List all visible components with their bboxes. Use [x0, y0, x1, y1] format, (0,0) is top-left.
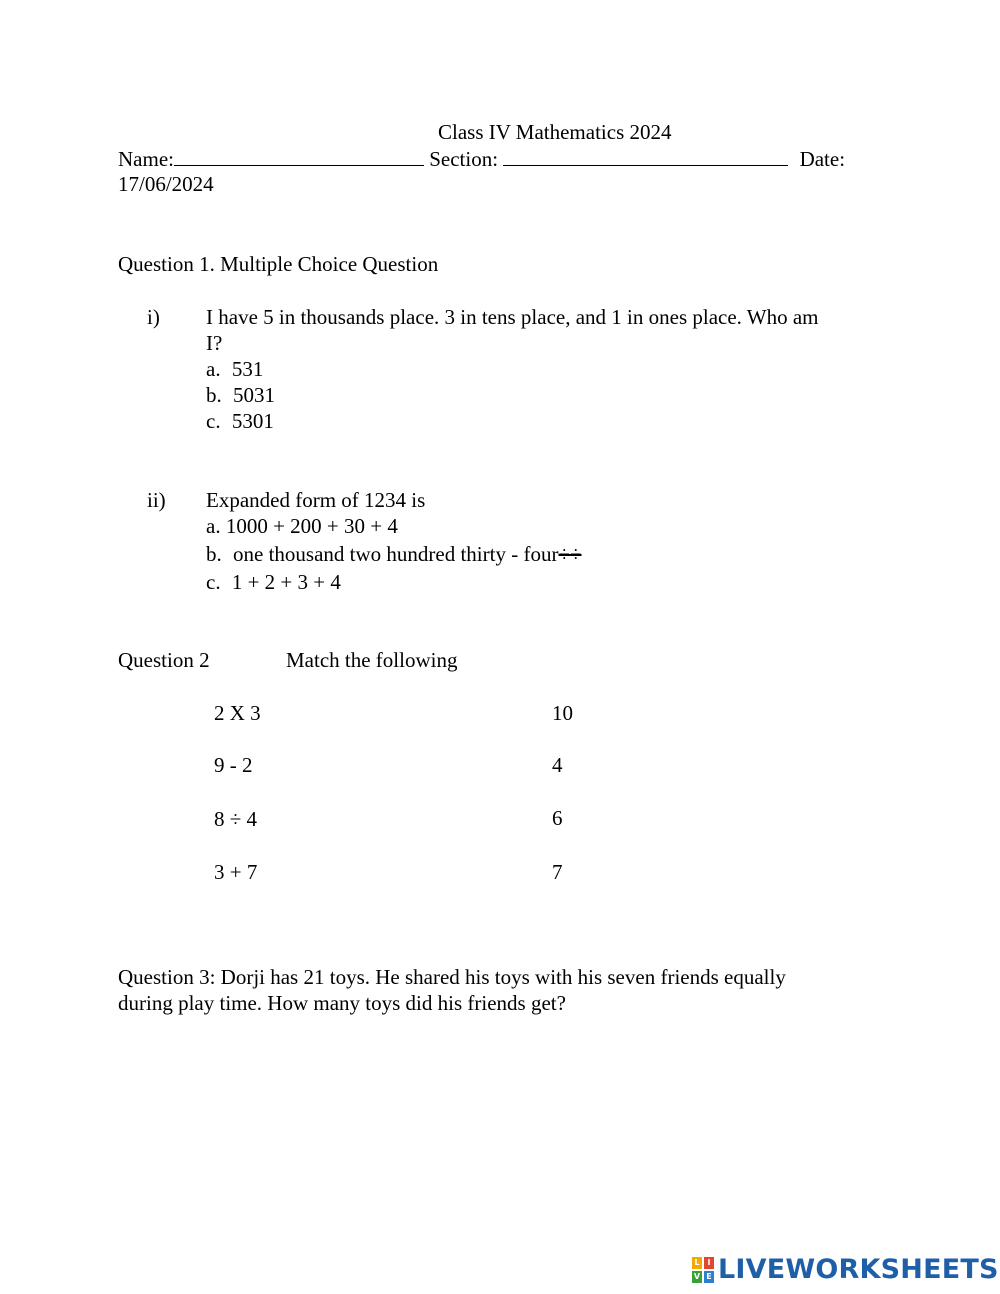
- match-right-item[interactable]: 10: [552, 701, 573, 725]
- date-label: Date:: [799, 147, 846, 171]
- option-letter: c.: [206, 570, 221, 594]
- question-2-title: Match the following: [286, 648, 458, 672]
- name-label: Name:: [118, 147, 174, 171]
- option-letter: c.: [206, 409, 221, 433]
- q1-i-option-a[interactable]: [206, 356, 263, 382]
- logo-text: LIVEWORKSHEETS: [718, 1254, 999, 1285]
- stray-division-marks: ÷÷: [558, 542, 582, 566]
- q1-ii-option-a[interactable]: [206, 513, 398, 539]
- question-2-label: Question 2: [118, 648, 210, 672]
- option-letter: b.: [206, 383, 222, 407]
- option-text: 1000 + 200 + 30 + 4: [225, 514, 398, 538]
- date-value: 17/06/2024: [118, 172, 214, 196]
- liveworksheets-logo: [692, 1254, 999, 1286]
- match-left-item[interactable]: 8 ÷ 4: [214, 807, 258, 831]
- option-text: 5301: [231, 409, 274, 433]
- option-text: one thousand two hundred thirty - four: [233, 542, 559, 566]
- header-fields: [118, 145, 845, 172]
- question-3-text-cont: during play time. How many toys did his friends get?: [118, 991, 566, 1015]
- match-right-item[interactable]: 6: [552, 806, 563, 830]
- logo-block-v: V: [693, 1272, 701, 1281]
- q1-item-i-text-cont: I?: [206, 331, 223, 355]
- q1-ii-option-b[interactable]: [206, 541, 582, 567]
- match-right-item[interactable]: 7: [552, 860, 563, 884]
- match-left-item[interactable]: 3 + 7: [214, 860, 258, 884]
- option-letter: b.: [206, 542, 222, 566]
- q1-i-option-b[interactable]: [206, 382, 275, 408]
- logo-block-e: E: [704, 1271, 714, 1283]
- logo-block-i: I: [704, 1257, 714, 1269]
- option-text: 1 + 2 + 3 + 4: [231, 570, 341, 594]
- q1-item-ii-text: Expanded form of 1234 is: [206, 488, 426, 512]
- section-blank[interactable]: [503, 145, 788, 166]
- question-1-title: Question 1. Multiple Choice Question: [118, 252, 439, 276]
- q1-item-i-text: I have 5 in thousands place. 3 in tens place, and 1 in ones place. Who am: [206, 305, 819, 329]
- match-left-item[interactable]: 9 - 2: [214, 753, 253, 777]
- option-text: 531: [231, 357, 264, 381]
- option-letter: a.: [206, 514, 221, 538]
- worksheet-title: Class IV Mathematics 2024: [438, 120, 672, 144]
- match-left-item[interactable]: 2 X 3: [214, 701, 261, 725]
- q1-item-i-number: i): [147, 305, 160, 329]
- logo-block-l: L: [692, 1257, 702, 1269]
- question-3-text: Question 3: Dorji has 21 toys. He shared his toys with his seven friends equally: [118, 965, 786, 989]
- name-blank[interactable]: [174, 145, 424, 166]
- match-right-item[interactable]: 4: [552, 753, 563, 777]
- option-text: 5031: [233, 383, 275, 407]
- q1-i-option-c[interactable]: [206, 408, 274, 434]
- q1-item-ii-number: ii): [147, 488, 166, 512]
- q1-ii-option-c[interactable]: [206, 569, 341, 595]
- logo-blocks-icon: [692, 1257, 714, 1283]
- option-letter: a.: [206, 357, 221, 381]
- section-label: Section:: [429, 147, 499, 171]
